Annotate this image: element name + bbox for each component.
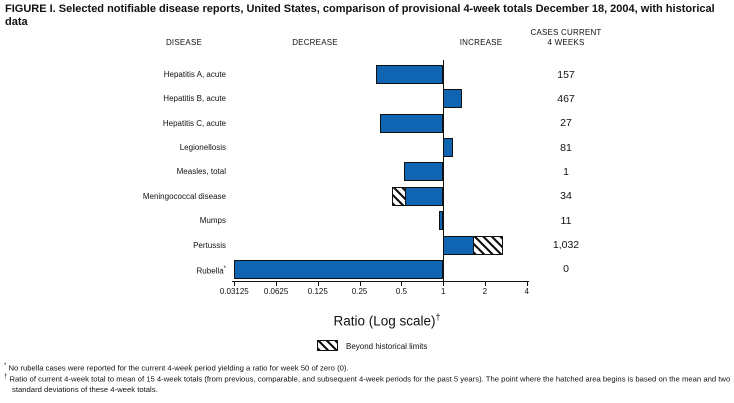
column-header-cases-line1: CASES CURRENT xyxy=(530,28,602,37)
x-axis-title-text: Ratio (Log scale) xyxy=(333,313,436,329)
column-header-decrease: DECREASE xyxy=(292,38,338,47)
column-header-increase: INCREASE xyxy=(459,38,503,47)
x-axis-tick-label: 0.0625 xyxy=(263,287,289,296)
x-axis-tick xyxy=(360,281,361,286)
x-axis-tick xyxy=(234,281,235,286)
bar-hatch-segment xyxy=(392,187,406,206)
disease-label: Hepatitis B, acute xyxy=(163,94,226,104)
column-header-cases-line2: 4 WEEKS xyxy=(547,38,585,47)
cases-value: 0 xyxy=(563,263,569,276)
cases-value: 1,032 xyxy=(552,239,580,251)
x-axis-title xyxy=(333,312,440,329)
x-axis-tick-label: 4 xyxy=(524,287,529,296)
x-axis-tick xyxy=(485,281,486,286)
bar-segment xyxy=(443,236,474,255)
cases-value: 27 xyxy=(560,117,572,130)
bar-segment xyxy=(376,65,443,84)
bar-segment xyxy=(380,114,443,133)
cases-value: 34 xyxy=(560,190,572,203)
bar-segment xyxy=(234,260,443,279)
cases-value: 81 xyxy=(560,141,572,154)
disease-label: Mumps xyxy=(199,216,226,226)
cases-value: 157 xyxy=(557,68,575,81)
disease-label: Hepatitis A, acute xyxy=(163,70,226,79)
x-axis-tick-label: 0.25 xyxy=(351,287,368,296)
disease-label: Rubella* xyxy=(196,265,226,276)
cases-value: 467 xyxy=(557,92,575,105)
bar-segment xyxy=(404,162,443,181)
footnotes xyxy=(4,362,732,395)
bar-segment xyxy=(439,211,443,230)
bar-segment xyxy=(443,89,462,108)
footnote-marker: † xyxy=(4,374,8,381)
column-header-disease: DISEASE xyxy=(165,38,203,47)
x-axis-title-dagger: † xyxy=(435,312,441,322)
disease-label: Hepatitis C, acute xyxy=(162,118,226,128)
disease-label: Legionellosis xyxy=(179,143,226,153)
x-axis-tick xyxy=(276,281,277,286)
cases-value: 1 xyxy=(563,165,569,178)
cases-value: 11 xyxy=(560,214,572,227)
bar-hatch-segment xyxy=(473,236,503,255)
figure-title: FIGURE I. Selected notifiable disease reports, United States, comparison of provisional 4-week totals December 18, 2004, with historical data xyxy=(5,3,715,28)
x-axis-tick xyxy=(318,281,319,286)
disease-label: Pertussis xyxy=(193,240,226,250)
x-axis-tick xyxy=(443,281,444,286)
bar-segment xyxy=(405,187,443,206)
x-axis-tick xyxy=(527,281,528,286)
footnote: † Ratio of current 4-week total to mean of 15 4-week totals (from previous, comparable, and subsequent 4-week periods for the past 5 years). The point where the hatched area begins is based on the mean and two standard deviations of these 4-week totals. xyxy=(4,374,731,394)
x-axis-tick-label: 1 xyxy=(440,287,446,296)
x-axis-tick-label: 0.03125 xyxy=(219,287,249,296)
disease-label: Measles, total xyxy=(176,167,226,177)
x-axis-tick xyxy=(401,281,402,286)
legend-label: Beyond historical limits xyxy=(346,342,428,351)
x-axis-tick-label: 0.125 xyxy=(307,287,328,296)
footnote-marker: * xyxy=(4,363,7,369)
bar-segment xyxy=(443,138,453,157)
footnote: * No rubella cases were reported for the current 4-week period yielding a ratio for week 50 of zero (0). xyxy=(4,363,349,373)
disease-label: Meningococcal disease xyxy=(142,191,226,201)
x-axis-tick-label: 0.5 xyxy=(395,287,407,296)
x-axis-tick-label: 2 xyxy=(482,287,488,296)
legend-hatched-swatch xyxy=(317,340,338,351)
